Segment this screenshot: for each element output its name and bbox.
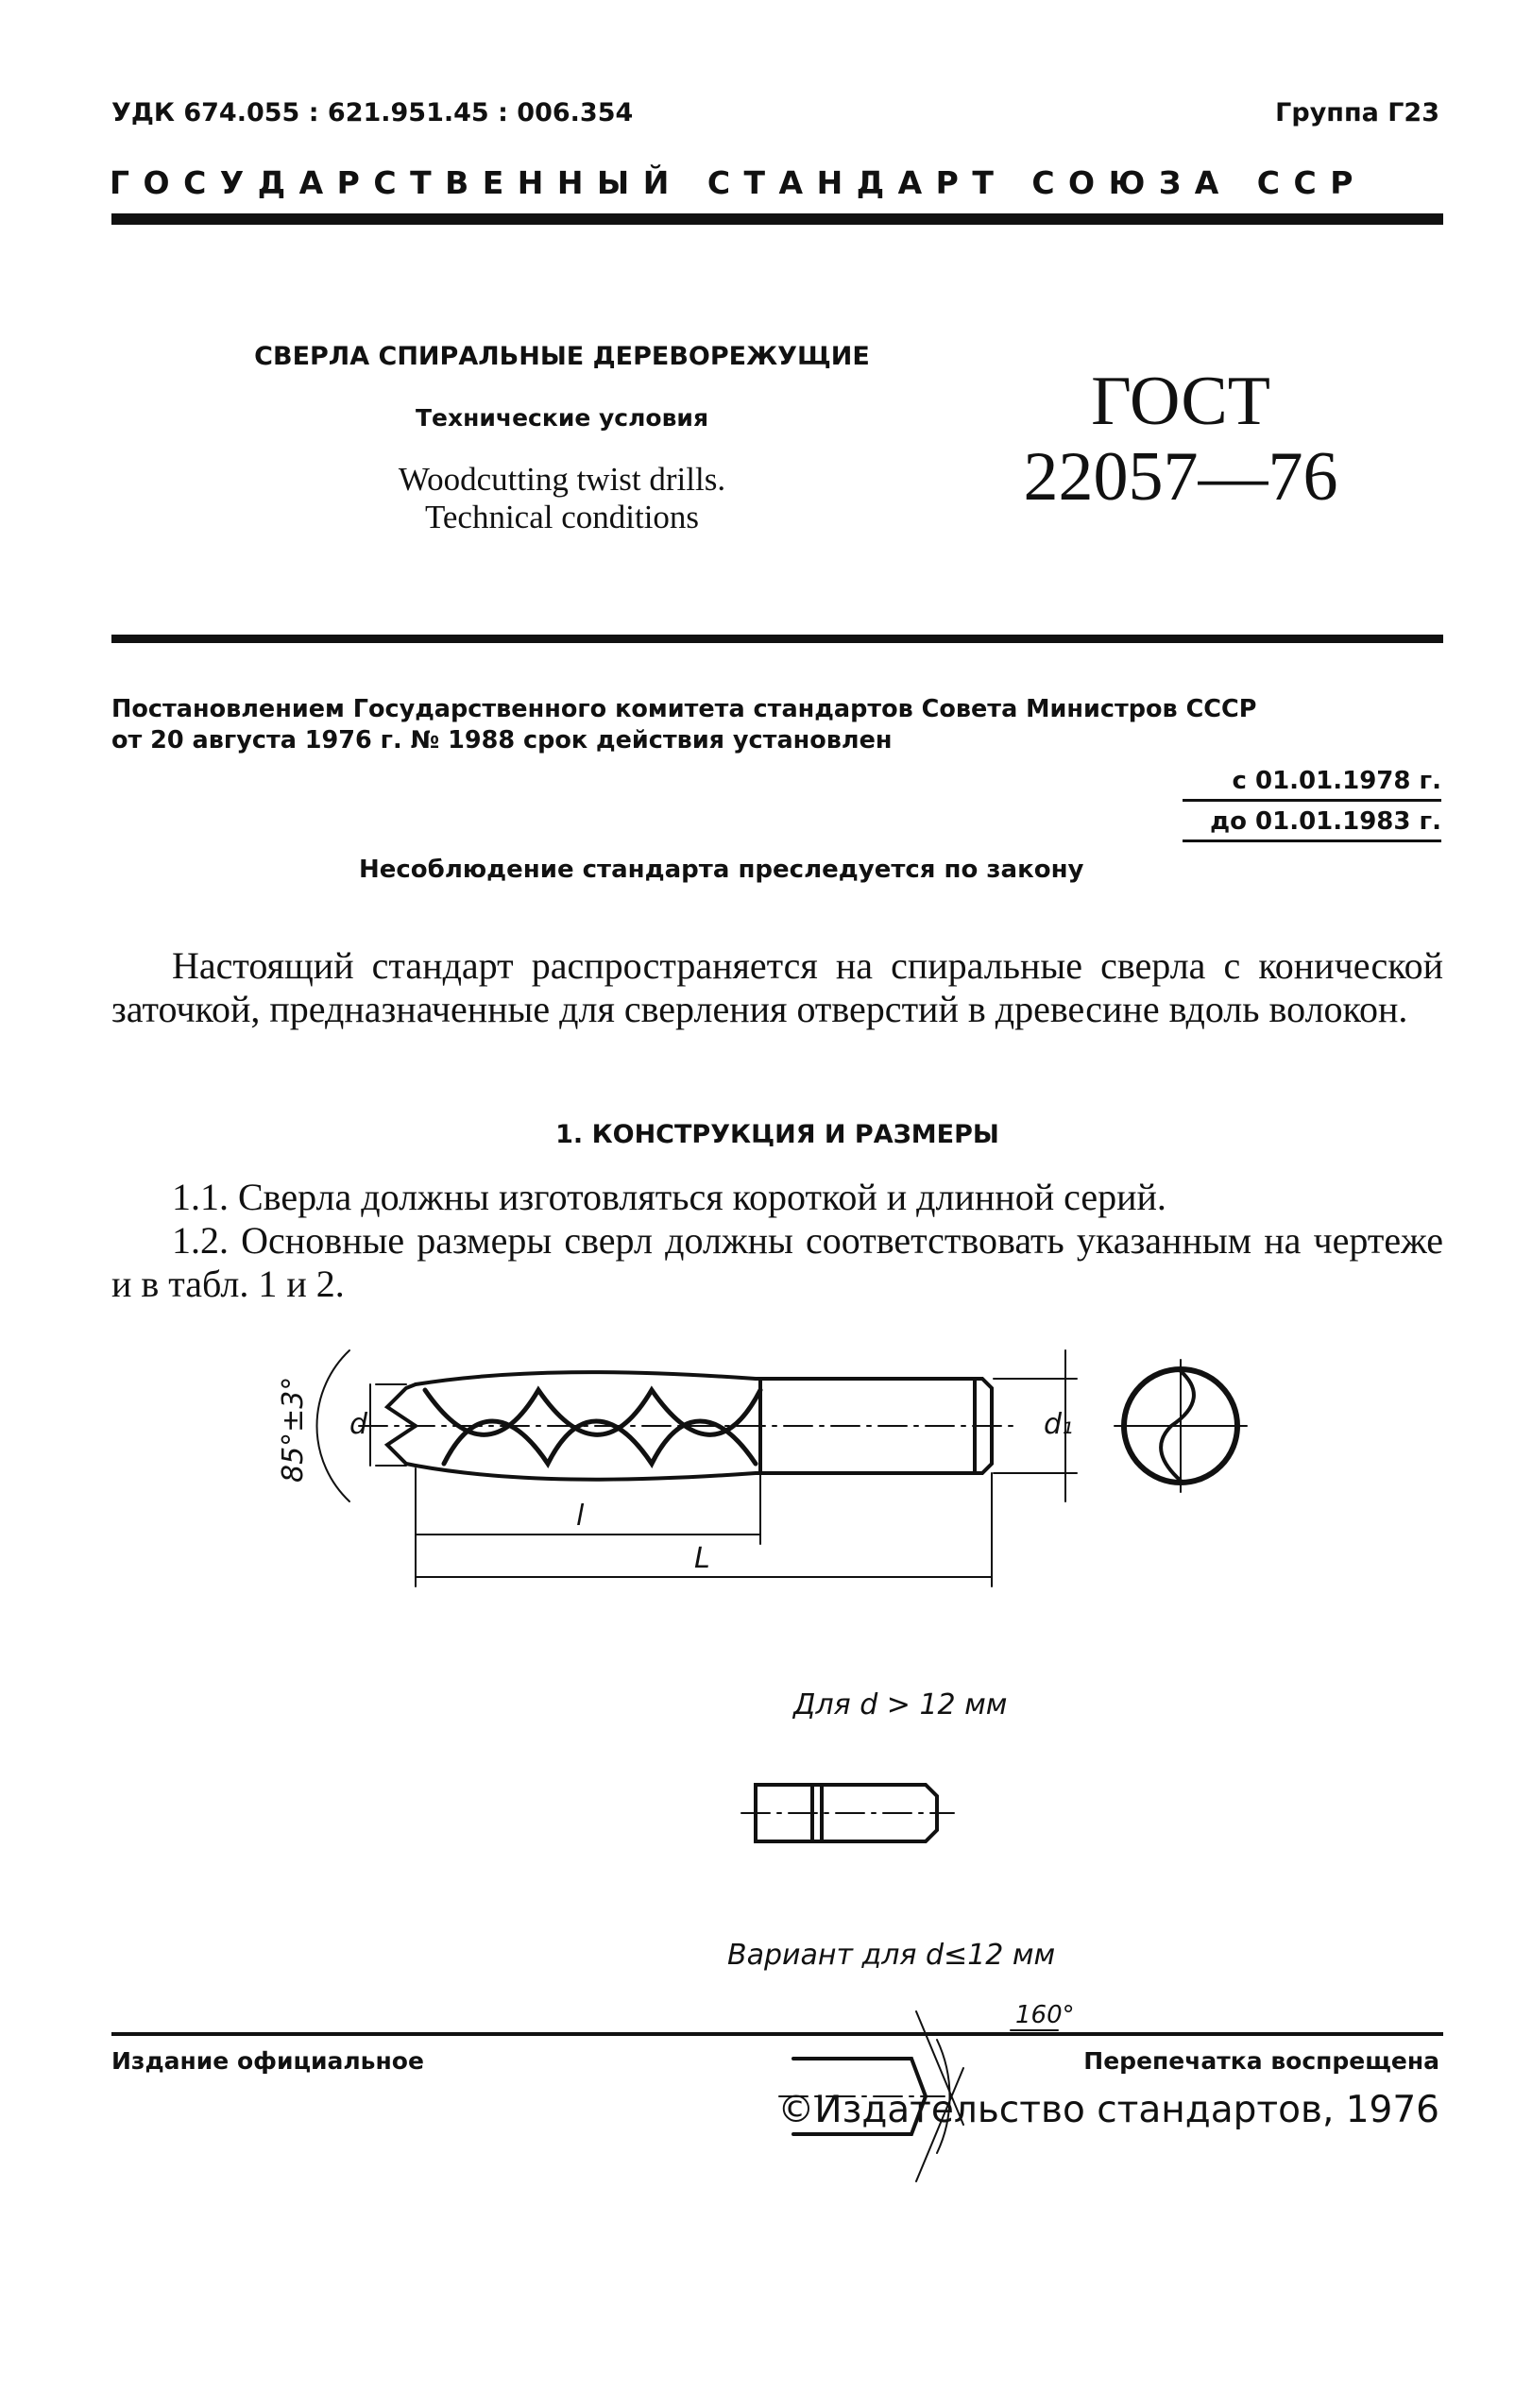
intro-paragraph: Настоящий стандарт распространяется на спиральные сверла с конической заточкой, предназначенные для сверления отверстий в древесине вдоль волокон.: [111, 944, 1443, 1030]
label-d: d: [349, 1408, 368, 1441]
date-to-underline: [1183, 839, 1441, 842]
gost-label: ГОСТ: [1091, 363, 1270, 440]
decree-line2: от 20 августа 1976 г. № 1988 срок действия установлен: [111, 726, 893, 755]
title-en-line1: Woodcutting twist drills.: [398, 461, 726, 498]
footer-rule: [111, 2032, 1443, 2036]
clause-1-2: 1.2. Основные размеры сверл должны соответствовать указанным на чертеже и в табл. 1 и 2.: [111, 1219, 1443, 1305]
edition-label: Издание официальное: [111, 2047, 424, 2075]
document-title-ru: СВЕРЛА СПИРАЛЬНЫЕ ДЕРЕВОРЕЖУЩИЕ: [254, 342, 870, 371]
group-code: Группа Г23: [1275, 98, 1439, 127]
caption-variant-shank: Вариант для d≤12 мм: [727, 1939, 1056, 1972]
reprint-notice: Перепечатка воспрещена: [1083, 2047, 1439, 2075]
angle-label: 85°±3°: [277, 1376, 310, 1483]
validity-date-from: с 01.01.1978 г.: [1232, 767, 1441, 795]
title-rule: [111, 635, 1443, 643]
label-l: l: [576, 1500, 585, 1533]
title-en-line2: Technical conditions: [424, 499, 700, 535]
decree-text: [111, 694, 1443, 756]
gost-number: 22057—76: [1023, 438, 1338, 516]
udk-code: УДК 674.055 : 621.951.45 : 006.354: [111, 98, 634, 127]
section-heading: 1. КОНСТРУКЦИЯ И РАЗМЕРЫ: [555, 1120, 999, 1149]
caption-large-shank: Для d > 12 мм: [793, 1688, 1008, 1721]
validity-date-to: до 01.01.1983 г.: [1210, 807, 1441, 836]
date-from-underline: [1183, 799, 1441, 802]
angle-160-label: 160°: [1015, 2001, 1075, 2029]
law-notice: Несоблюдение стандарта преследуется по закону: [359, 856, 1084, 884]
label-L: L: [694, 1542, 710, 1575]
drill-drawing: [264, 1313, 1266, 2408]
decree-line1: Постановлением Государственного комитета стандартов Совета Министров СССР: [111, 695, 1257, 723]
drill-tip: [387, 1384, 416, 1426]
document-subtitle-ru: Технические условия: [416, 404, 708, 432]
copyright-notice: ©Издательство стандартов, 1976: [777, 2089, 1439, 2131]
label-d1: d₁: [1044, 1408, 1074, 1441]
clause-1-1: 1.1. Сверла должны изготовляться короткой и длинной серий.: [172, 1176, 1166, 1218]
gov-standard-heading: ГОСУДАРСТВЕННЫЙ СТАНДАРТ СОЮЗА ССР: [110, 164, 1367, 201]
document-title-en: [217, 461, 907, 536]
header-rule: [111, 213, 1443, 225]
